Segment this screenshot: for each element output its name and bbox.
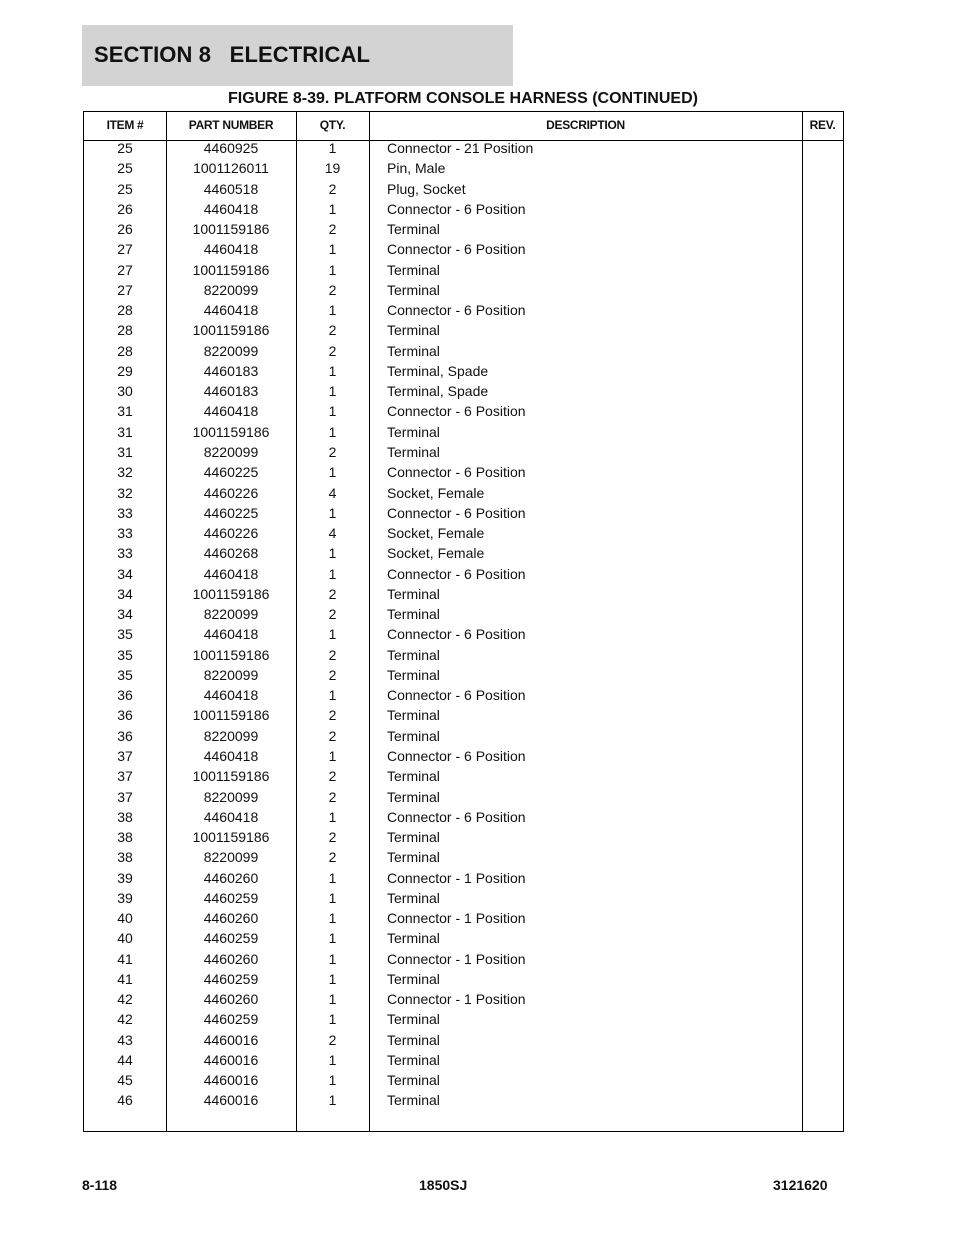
- part-number: 4460225: [203, 464, 259, 481]
- quantity: 1: [328, 889, 337, 906]
- table-row: [84, 626, 843, 646]
- description: Connector - 6 Position: [387, 464, 526, 481]
- item-number: 36: [117, 727, 133, 744]
- table-row: [84, 707, 843, 727]
- description: Terminal: [387, 849, 440, 866]
- description: Terminal: [387, 221, 440, 238]
- page-number: 8-118: [82, 1177, 118, 1193]
- part-number: 1001159186: [192, 707, 270, 724]
- item-number: 28: [117, 342, 133, 359]
- quantity: 1: [328, 140, 337, 156]
- table-row: [84, 160, 843, 180]
- part-number: 4460925: [203, 140, 259, 156]
- description: Terminal: [387, 666, 440, 683]
- table-row: [84, 485, 843, 505]
- part-number: 4460226: [203, 484, 259, 501]
- table-row: [84, 789, 843, 809]
- description: Terminal: [387, 646, 440, 663]
- part-number: 8220099: [203, 281, 259, 298]
- quantity: 2: [328, 666, 337, 683]
- part-number: 4460418: [203, 403, 259, 420]
- part-number: 1001159186: [192, 322, 270, 339]
- description: Socket, Female: [387, 484, 485, 501]
- item-number: 31: [117, 443, 133, 460]
- item-number: 28: [117, 322, 133, 339]
- description: Terminal: [387, 261, 440, 278]
- part-number: 4460259: [203, 1011, 259, 1028]
- quantity: 1: [328, 423, 337, 440]
- quantity: 2: [328, 788, 337, 805]
- table-header: [84, 112, 843, 141]
- description: Terminal: [387, 423, 440, 440]
- table-row: [84, 444, 843, 464]
- quantity: 1: [328, 1011, 337, 1028]
- description: Terminal: [387, 342, 440, 359]
- quantity: 1: [328, 403, 337, 420]
- section-header: [82, 25, 513, 86]
- item-number: 41: [117, 970, 133, 987]
- quantity: 1: [328, 261, 337, 278]
- description: Connector - 6 Position: [387, 626, 526, 643]
- table-row: [84, 667, 843, 687]
- part-number: 4460418: [203, 687, 259, 704]
- parts-table: [83, 111, 844, 1132]
- table-row: [84, 687, 843, 707]
- item-number: 42: [117, 1011, 133, 1028]
- item-number: 40: [117, 930, 133, 947]
- part-number: 4460016: [203, 1072, 259, 1089]
- document-number: 3121620: [773, 1177, 828, 1193]
- table-row: [84, 181, 843, 201]
- item-number: 35: [117, 626, 133, 643]
- description: Connector - 6 Position: [387, 687, 526, 704]
- table-row: [84, 383, 843, 403]
- table-row: [84, 322, 843, 342]
- table-row: [84, 971, 843, 991]
- part-number: 4460268: [203, 545, 259, 562]
- quantity: 1: [328, 464, 337, 481]
- quantity: 1: [328, 362, 337, 379]
- table-row: [84, 849, 843, 869]
- part-number: 8220099: [203, 666, 259, 683]
- item-number: 35: [117, 646, 133, 663]
- section-title: SECTION 8 ELECTRICAL: [94, 42, 370, 67]
- quantity: 1: [328, 910, 337, 927]
- item-number: 25: [117, 140, 133, 156]
- description: Terminal: [387, 768, 440, 785]
- item-number: 38: [117, 829, 133, 846]
- header-qty: QTY.: [319, 118, 346, 132]
- table-row: [84, 221, 843, 241]
- quantity: 2: [328, 829, 337, 846]
- item-number: 27: [117, 241, 133, 258]
- item-number: 28: [117, 302, 133, 319]
- description: Terminal: [387, 889, 440, 906]
- description: Terminal: [387, 1072, 440, 1089]
- table-row: [84, 302, 843, 322]
- part-number: 4460259: [203, 970, 259, 987]
- part-number: 1001159186: [192, 585, 270, 602]
- part-number: 4460260: [203, 910, 259, 927]
- quantity: 1: [328, 687, 337, 704]
- item-number: 33: [117, 525, 133, 542]
- quantity: 1: [328, 1051, 337, 1068]
- description: Connector - 21 Position: [387, 140, 534, 156]
- quantity: 1: [328, 747, 337, 764]
- description: Connector - 6 Position: [387, 241, 526, 258]
- item-number: 37: [117, 788, 133, 805]
- quantity: 2: [328, 606, 337, 623]
- item-number: 30: [117, 383, 133, 400]
- item-number: 43: [117, 1031, 133, 1048]
- part-number: 4460260: [203, 991, 259, 1008]
- table-row: [84, 586, 843, 606]
- table-row: [84, 910, 843, 930]
- table-row: [84, 403, 843, 423]
- table-row: [84, 201, 843, 221]
- item-number: 26: [117, 200, 133, 217]
- description: Terminal: [387, 281, 440, 298]
- table-row: [84, 545, 843, 565]
- part-number: 1001159186: [192, 829, 270, 846]
- description: Terminal: [387, 585, 440, 602]
- part-number: 1001159186: [192, 221, 270, 238]
- item-number: 45: [117, 1072, 133, 1089]
- quantity: 2: [328, 221, 337, 238]
- item-number: 38: [117, 849, 133, 866]
- description: Terminal: [387, 1051, 440, 1068]
- table-row: [84, 728, 843, 748]
- part-number: 4460183: [203, 362, 259, 379]
- item-number: 25: [117, 180, 133, 197]
- quantity: 1: [328, 545, 337, 562]
- quantity: 2: [328, 281, 337, 298]
- item-number: 41: [117, 950, 133, 967]
- part-number: 8220099: [203, 849, 259, 866]
- item-number: 37: [117, 768, 133, 785]
- table-row: [84, 606, 843, 626]
- header-rev: REV.: [809, 118, 836, 132]
- table-row: [84, 1052, 843, 1072]
- part-number: 4460259: [203, 889, 259, 906]
- table-row: [84, 647, 843, 667]
- part-number: 4460259: [203, 930, 259, 947]
- part-number: 1001159186: [192, 261, 270, 278]
- description: Terminal: [387, 1011, 440, 1028]
- item-number: 38: [117, 808, 133, 825]
- part-number: 1001159186: [192, 423, 270, 440]
- part-number: 4460418: [203, 747, 259, 764]
- item-number: 31: [117, 403, 133, 420]
- description: Terminal: [387, 930, 440, 947]
- description: Connector - 6 Position: [387, 504, 526, 521]
- table-row: [84, 890, 843, 910]
- table-row: [84, 748, 843, 768]
- description: Terminal: [387, 788, 440, 805]
- quantity: 2: [328, 322, 337, 339]
- table-row: [84, 505, 843, 525]
- quantity: 1: [328, 930, 337, 947]
- table-row: [84, 282, 843, 302]
- table-row: [84, 241, 843, 261]
- quantity: 4: [328, 484, 337, 501]
- table-row: [84, 424, 843, 444]
- item-number: 42: [117, 991, 133, 1008]
- table-row: [84, 991, 843, 1011]
- part-number: 4460225: [203, 504, 259, 521]
- item-number: 36: [117, 687, 133, 704]
- description: Socket, Female: [387, 525, 485, 542]
- quantity: 1: [328, 1072, 337, 1089]
- description: Connector - 1 Position: [387, 991, 526, 1008]
- table-row: [84, 464, 843, 484]
- description: Connector - 1 Position: [387, 950, 526, 967]
- table-row: [84, 768, 843, 788]
- description: Terminal: [387, 707, 440, 724]
- part-number: 8220099: [203, 443, 259, 460]
- description: Terminal: [387, 322, 440, 339]
- table-row: [84, 343, 843, 363]
- table-row: [84, 1032, 843, 1052]
- item-number: 33: [117, 545, 133, 562]
- table-row: [84, 930, 843, 950]
- quantity: 1: [328, 1092, 337, 1109]
- description: Connector - 6 Position: [387, 808, 526, 825]
- quantity: 1: [328, 200, 337, 217]
- quantity: 1: [328, 302, 337, 319]
- table-row: [84, 951, 843, 971]
- quantity: 2: [328, 768, 337, 785]
- table-row: [84, 809, 843, 829]
- part-number: 4460016: [203, 1051, 259, 1068]
- description: Connector - 6 Position: [387, 747, 526, 764]
- table-row: [84, 566, 843, 586]
- item-number: 46: [117, 1092, 133, 1109]
- quantity: 1: [328, 504, 337, 521]
- part-number: 4460418: [203, 241, 259, 258]
- table-row: [84, 525, 843, 545]
- description: Terminal: [387, 829, 440, 846]
- quantity: 1: [328, 869, 337, 886]
- table-body: [84, 140, 843, 1113]
- quantity: 1: [328, 565, 337, 582]
- description: Socket, Female: [387, 545, 485, 562]
- quantity: 1: [328, 808, 337, 825]
- header-description: DESCRIPTION: [546, 118, 625, 132]
- item-number: 26: [117, 221, 133, 238]
- part-number: 4460260: [203, 950, 259, 967]
- description: Connector - 1 Position: [387, 869, 526, 886]
- description: Connector - 6 Position: [387, 200, 526, 217]
- item-number: 31: [117, 423, 133, 440]
- quantity: 2: [328, 342, 337, 359]
- table-row: [84, 1092, 843, 1112]
- description: Terminal: [387, 1031, 440, 1048]
- description: Terminal: [387, 970, 440, 987]
- description: Terminal, Spade: [387, 383, 489, 400]
- item-number: 29: [117, 362, 133, 379]
- item-number: 40: [117, 910, 133, 927]
- item-number: 32: [117, 484, 133, 501]
- description: Terminal: [387, 727, 440, 744]
- part-number: 4460518: [203, 180, 259, 197]
- part-number: 4460418: [203, 302, 259, 319]
- part-number: 1001159186: [192, 768, 270, 785]
- quantity: 1: [328, 241, 337, 258]
- quantity: 1: [328, 950, 337, 967]
- item-number: 39: [117, 889, 133, 906]
- part-number: 4460183: [203, 383, 259, 400]
- item-number: 34: [117, 606, 133, 623]
- part-number: 4460418: [203, 565, 259, 582]
- model-number: 1850SJ: [419, 1177, 468, 1193]
- item-number: 27: [117, 281, 133, 298]
- quantity: 1: [328, 383, 337, 400]
- quantity: 2: [328, 585, 337, 602]
- table-row: [84, 262, 843, 282]
- quantity: 4: [328, 525, 337, 542]
- description: Terminal: [387, 606, 440, 623]
- part-number: 1001126011: [193, 160, 269, 177]
- table-row: [84, 363, 843, 383]
- item-number: 44: [117, 1051, 133, 1068]
- item-number: 35: [117, 666, 133, 683]
- figure-title: FIGURE 8-39. PLATFORM CONSOLE HARNESS (CONTINUED): [228, 90, 698, 107]
- part-number: 4460418: [203, 808, 259, 825]
- quantity: 2: [328, 849, 337, 866]
- quantity: 2: [328, 180, 337, 197]
- item-number: 34: [117, 565, 133, 582]
- part-number: 8220099: [203, 342, 259, 359]
- quantity: 2: [328, 443, 337, 460]
- table-row: [84, 1011, 843, 1031]
- part-number: 4460418: [203, 200, 259, 217]
- quantity: 1: [328, 991, 337, 1008]
- item-number: 27: [117, 261, 133, 278]
- quantity: 2: [328, 727, 337, 744]
- description: Connector - 6 Position: [387, 565, 526, 582]
- part-number: 4460418: [203, 626, 259, 643]
- part-number: 8220099: [203, 788, 259, 805]
- item-number: 37: [117, 747, 133, 764]
- part-number: 1001159186: [192, 646, 270, 663]
- part-number: 8220099: [203, 727, 259, 744]
- description: Terminal, Spade: [387, 362, 489, 379]
- part-number: 4460260: [203, 869, 259, 886]
- description: Connector - 6 Position: [387, 403, 526, 420]
- quantity: 1: [328, 970, 337, 987]
- part-number: 4460226: [203, 525, 259, 542]
- header-part-number: PART NUMBER: [188, 118, 274, 132]
- description: Terminal: [387, 443, 440, 460]
- quantity: 19: [324, 160, 341, 177]
- description: Connector - 6 Position: [387, 302, 526, 319]
- header-item: ITEM #: [106, 118, 144, 132]
- part-number: 4460016: [203, 1031, 259, 1048]
- description: Connector - 1 Position: [387, 910, 526, 927]
- description: Terminal: [387, 1092, 440, 1109]
- item-number: 39: [117, 869, 133, 886]
- item-number: 25: [117, 160, 133, 177]
- item-number: 36: [117, 707, 133, 724]
- table-row: [84, 829, 843, 849]
- item-number: 33: [117, 504, 133, 521]
- quantity: 2: [328, 646, 337, 663]
- item-number: 32: [117, 464, 133, 481]
- description: Pin, Male: [387, 160, 446, 177]
- table-row: [84, 140, 843, 160]
- quantity: 1: [328, 626, 337, 643]
- item-number: 34: [117, 585, 133, 602]
- description: Plug, Socket: [387, 180, 466, 197]
- table-row: [84, 1072, 843, 1092]
- part-number: 8220099: [203, 606, 259, 623]
- part-number: 4460016: [203, 1092, 259, 1109]
- quantity: 2: [328, 1031, 337, 1048]
- table-row: [84, 870, 843, 890]
- quantity: 2: [328, 707, 337, 724]
